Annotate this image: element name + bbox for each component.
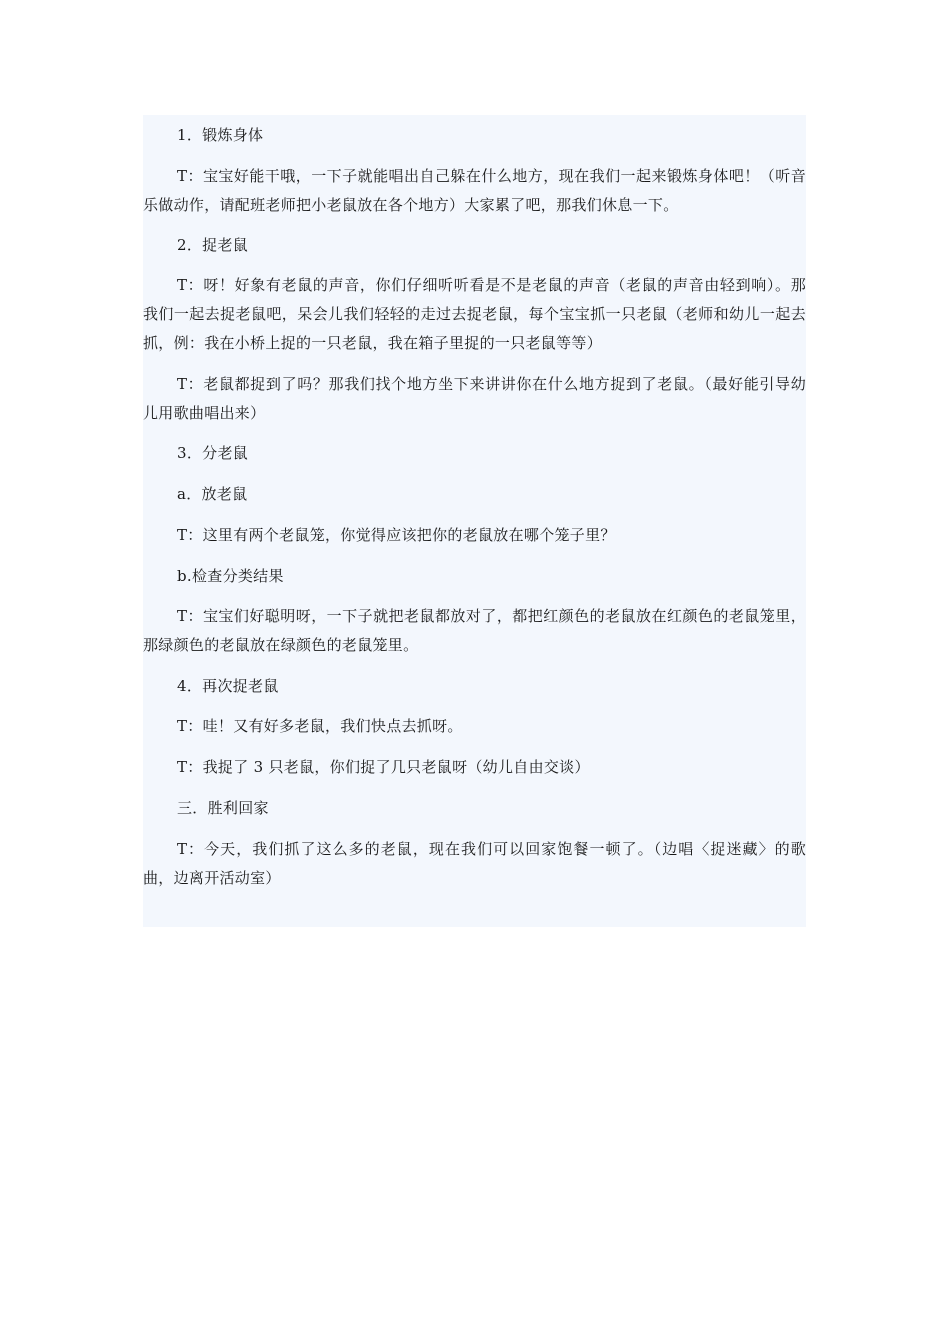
paragraph-catch-mice: T：呀！好象有老鼠的声音，你们仔细听听看是不是老鼠的声音（老鼠的声音由轻到响）。那我们一起去捉老鼠吧，呆会儿我们轻轻的走过去捉老鼠，每个宝宝抓一只老鼠（老师和幼儿一起去抓，例：我在小桥上捉的一只老鼠，我在箱子里捉的一只老鼠等等） — [143, 276, 806, 352]
paragraph-return-home: T：今天，我们抓了这么多的老鼠，现在我们可以回家饱餐一顿了。（边唱〈捉迷藏〉的歌曲，边离开活动室） — [143, 840, 806, 887]
section-heading-sort-mice: 3．分老鼠 — [177, 444, 249, 462]
section-heading-return-home: 三．胜利回家 — [177, 799, 269, 817]
section-heading-catch-mice: 2．捉老鼠 — [177, 236, 249, 254]
paragraph-where-caught: T：老鼠都捉到了吗？那我们找个地方坐下来讲讲你在什么地方捉到了老鼠。（最好能引导幼儿用歌曲唱出来） — [143, 375, 806, 422]
subheading-place-mice: a．放老鼠 — [177, 485, 248, 503]
section-heading-catch-again: 4．再次捉老鼠 — [177, 677, 279, 695]
paragraph-results: T：宝宝们好聪明呀，一下子就把老鼠都放对了，都把红颜色的老鼠放在红颜色的老鼠笼里，那绿颜色的老鼠放在绿颜色的老鼠笼里。 — [143, 607, 806, 654]
paragraph-two-cages: T：这里有两个老鼠笼，你觉得应该把你的老鼠放在哪个笼子里？ — [177, 526, 616, 544]
paragraph-many-mice: T：哇！又有好多老鼠，我们快点去抓呀。 — [177, 717, 463, 735]
document-content — [143, 115, 806, 927]
paragraph-exercise: T：宝宝好能干哦，一下子就能唱出自己躲在什么地方，现在我们一起来锻炼身体吧！（听音乐做动作，请配班老师把小老鼠放在各个地方）大家累了吧，那我们休息一下。 — [143, 167, 806, 214]
paragraph-three-mice: T：我捉了 3 只老鼠，你们捉了几只老鼠呀（幼儿自由交谈） — [177, 758, 590, 776]
subheading-check-results: b.检查分类结果 — [177, 567, 284, 585]
section-heading-exercise: 1．锻炼身体 — [177, 126, 264, 144]
